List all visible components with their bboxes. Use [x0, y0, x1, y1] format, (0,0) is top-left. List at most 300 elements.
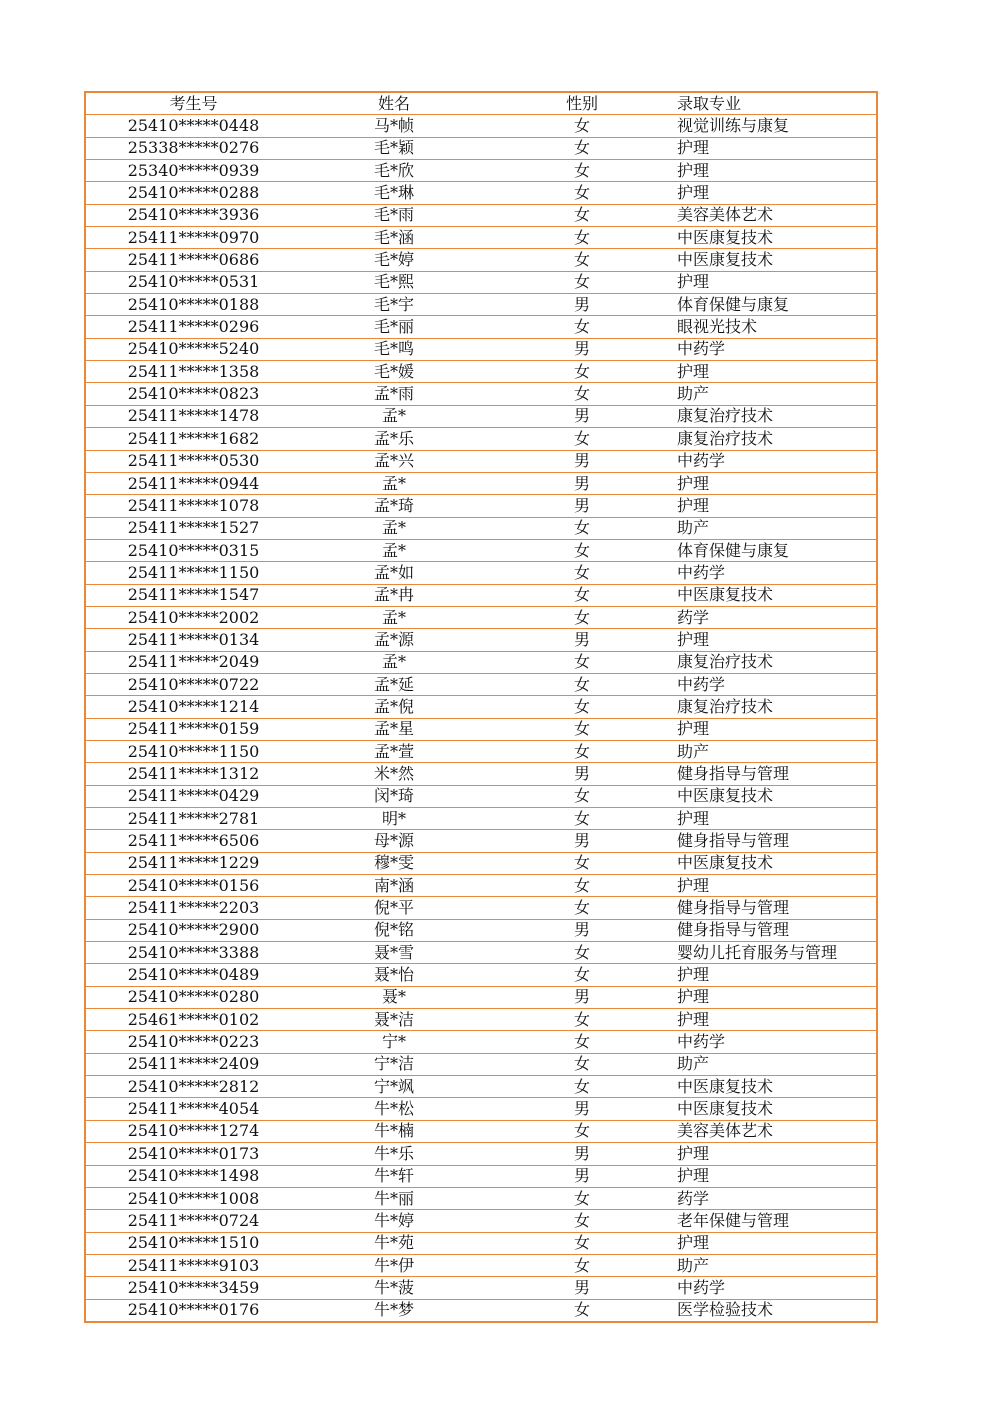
- cell-major-text: 中医康复技术: [677, 1076, 774, 1096]
- cell-major: [677, 964, 877, 986]
- cell-major-text: 健身指导与管理: [677, 920, 790, 940]
- cell-major-text: 中医康复技术: [677, 1099, 774, 1119]
- cell-name: 倪*铭: [301, 919, 487, 941]
- cell-name: 闵*琦: [301, 785, 487, 807]
- cell-exam-number: 25411*****0429: [85, 785, 301, 807]
- cell-gender: 女: [487, 137, 677, 159]
- cell-exam-number: 25411*****1150: [85, 562, 301, 584]
- cell-name: 孟*倪: [301, 696, 487, 718]
- cell-major-text: 中药学: [677, 562, 726, 582]
- cell-major: [677, 1277, 877, 1299]
- table-row: [85, 1009, 877, 1031]
- table-row: [85, 1053, 877, 1075]
- cell-major-text: 康复治疗技术: [677, 406, 774, 426]
- table-row: [85, 763, 877, 785]
- cell-exam-number: 25410*****0823: [85, 383, 301, 405]
- cell-exam-number: 25411*****0724: [85, 1210, 301, 1232]
- cell-major-text: 中药学: [677, 451, 726, 471]
- cell-major: [677, 740, 877, 762]
- cell-name: 牛*轩: [301, 1165, 487, 1187]
- cell-name: 牛*苑: [301, 1232, 487, 1254]
- cell-major-text: 康复治疗技术: [677, 428, 774, 448]
- cell-exam-number: 25411*****0686: [85, 249, 301, 271]
- cell-name: 牛*楠: [301, 1120, 487, 1142]
- cell-major-text: 助产: [677, 741, 710, 761]
- cell-major: [677, 673, 877, 695]
- cell-gender: 女: [487, 182, 677, 204]
- table-row: [85, 361, 877, 383]
- cell-name: 母*源: [301, 830, 487, 852]
- cell-major-text: 健身指导与管理: [677, 763, 790, 783]
- cell-gender: 女: [487, 606, 677, 628]
- cell-gender: 男: [487, 472, 677, 494]
- cell-exam-number: 25410*****1274: [85, 1120, 301, 1142]
- cell-major-text: 护理: [677, 1009, 710, 1029]
- cell-major-text: 护理: [677, 1143, 710, 1163]
- cell-exam-number: 25411*****0970: [85, 227, 301, 249]
- cell-gender: 女: [487, 539, 677, 561]
- cell-major: [677, 1232, 877, 1254]
- cell-major: [677, 942, 877, 964]
- cell-gender: 女: [487, 204, 677, 226]
- table-row: [85, 115, 877, 137]
- table-row: [85, 294, 877, 316]
- cell-gender: 男: [487, 450, 677, 472]
- cell-major: [677, 830, 877, 852]
- cell-gender: 男: [487, 1277, 677, 1299]
- cell-major-text: 护理: [677, 719, 710, 739]
- cell-gender: 女: [487, 316, 677, 338]
- table-row: [85, 182, 877, 204]
- cell-exam-number: 25410*****1008: [85, 1187, 301, 1209]
- cell-name: 毛*鸣: [301, 338, 487, 360]
- cell-exam-number: 25410*****0489: [85, 964, 301, 986]
- cell-exam-number: 25411*****1478: [85, 405, 301, 427]
- table-row: [85, 472, 877, 494]
- header-major: [677, 92, 877, 115]
- header-exam-number: 考生号: [85, 92, 301, 115]
- cell-major: [677, 986, 877, 1008]
- cell-name: 牛*伊: [301, 1254, 487, 1276]
- cell-major-text: 体育保健与康复: [677, 294, 790, 314]
- cell-exam-number: 25410*****2900: [85, 919, 301, 941]
- cell-major: [677, 1076, 877, 1098]
- cell-name: 毛*婷: [301, 249, 487, 271]
- cell-name: 孟*萱: [301, 740, 487, 762]
- cell-exam-number: 25410*****2002: [85, 606, 301, 628]
- admission-table: [84, 91, 878, 1323]
- cell-name: 毛*涵: [301, 227, 487, 249]
- cell-gender: 男: [487, 338, 677, 360]
- table-row: [85, 405, 877, 427]
- cell-major-text: 护理: [677, 138, 710, 158]
- cell-gender: 女: [487, 361, 677, 383]
- table-row: [85, 1299, 877, 1322]
- table-row: [85, 852, 877, 874]
- table-row: [85, 428, 877, 450]
- cell-gender: 女: [487, 964, 677, 986]
- cell-major-text: 中医康复技术: [677, 786, 774, 806]
- cell-major-text: 老年保健与管理: [677, 1210, 790, 1230]
- cell-gender: 女: [487, 1254, 677, 1276]
- table-row: [85, 964, 877, 986]
- cell-major-text: 护理: [677, 361, 710, 381]
- cell-major-text: 护理: [677, 473, 710, 493]
- cell-major-text: 助产: [677, 518, 710, 538]
- table-header: [85, 92, 877, 115]
- cell-major: [677, 785, 877, 807]
- table-row: [85, 1210, 877, 1232]
- cell-exam-number: 25411*****1527: [85, 517, 301, 539]
- cell-exam-number: 25410*****3388: [85, 942, 301, 964]
- cell-major-text: 护理: [677, 629, 710, 649]
- cell-exam-number: 25410*****1498: [85, 1165, 301, 1187]
- table-body: [85, 115, 877, 1322]
- cell-gender: 女: [487, 1053, 677, 1075]
- cell-major-text: 护理: [677, 875, 710, 895]
- cell-name: 马*帧: [301, 115, 487, 137]
- cell-gender: 女: [487, 897, 677, 919]
- cell-major: [677, 1009, 877, 1031]
- table-row: [85, 629, 877, 651]
- cell-gender: 男: [487, 495, 677, 517]
- table-row: [85, 1031, 877, 1053]
- cell-exam-number: 25411*****1358: [85, 361, 301, 383]
- cell-name: 宁*: [301, 1031, 487, 1053]
- table-row: [85, 1098, 877, 1120]
- cell-gender: 女: [487, 562, 677, 584]
- cell-name: 牛*丽: [301, 1187, 487, 1209]
- cell-gender: 女: [487, 1187, 677, 1209]
- cell-exam-number: 25410*****0448: [85, 115, 301, 137]
- cell-exam-number: 25411*****6506: [85, 830, 301, 852]
- cell-major: [677, 1143, 877, 1165]
- cell-gender: 女: [487, 584, 677, 606]
- table-row: [85, 942, 877, 964]
- cell-major: [677, 875, 877, 897]
- cell-major: [677, 808, 877, 830]
- cell-major: [677, 517, 877, 539]
- cell-major: [677, 472, 877, 494]
- table-row: [85, 249, 877, 271]
- cell-gender: 女: [487, 942, 677, 964]
- cell-gender: 女: [487, 383, 677, 405]
- cell-exam-number: 25410*****5240: [85, 338, 301, 360]
- table-row: [85, 227, 877, 249]
- cell-major: [677, 696, 877, 718]
- cell-gender: 女: [487, 271, 677, 293]
- table-row: [85, 651, 877, 673]
- cell-name: 聂*怡: [301, 964, 487, 986]
- cell-major-text: 中药学: [677, 1032, 726, 1052]
- cell-gender: 男: [487, 1098, 677, 1120]
- cell-major-text: 中医康复技术: [677, 853, 774, 873]
- table-row: [85, 785, 877, 807]
- cell-major: [677, 182, 877, 204]
- cell-major: [677, 562, 877, 584]
- cell-exam-number: 25410*****0531: [85, 271, 301, 293]
- cell-exam-number: 25410*****0315: [85, 539, 301, 561]
- cell-exam-number: 25411*****9103: [85, 1254, 301, 1276]
- cell-gender: 女: [487, 875, 677, 897]
- cell-name: 明*: [301, 808, 487, 830]
- cell-name: 孟*: [301, 606, 487, 628]
- cell-exam-number: 25411*****1229: [85, 852, 301, 874]
- cell-exam-number: 25411*****1682: [85, 428, 301, 450]
- cell-exam-number: 25411*****2781: [85, 808, 301, 830]
- cell-gender: 女: [487, 1076, 677, 1098]
- cell-exam-number: 25410*****1214: [85, 696, 301, 718]
- cell-name: 孟*源: [301, 629, 487, 651]
- header-row: [85, 92, 877, 115]
- cell-major: [677, 428, 877, 450]
- cell-name: 毛*媛: [301, 361, 487, 383]
- cell-name: 聂*雪: [301, 942, 487, 964]
- cell-major-text: 眼视光技术: [677, 317, 758, 337]
- cell-exam-number: 25411*****1312: [85, 763, 301, 785]
- cell-major: [677, 227, 877, 249]
- cell-exam-number: 25410*****1510: [85, 1232, 301, 1254]
- cell-major-text: 中医康复技术: [677, 250, 774, 270]
- cell-major: [677, 539, 877, 561]
- cell-major: [677, 383, 877, 405]
- cell-gender: 女: [487, 808, 677, 830]
- cell-gender: 女: [487, 740, 677, 762]
- cell-name: 孟*: [301, 651, 487, 673]
- cell-gender: 女: [487, 696, 677, 718]
- cell-major-text: 中药学: [677, 339, 726, 359]
- cell-name: 牛*乐: [301, 1143, 487, 1165]
- cell-gender: 男: [487, 1143, 677, 1165]
- cell-major-text: 康复治疗技术: [677, 652, 774, 672]
- cell-major-text: 助产: [677, 384, 710, 404]
- cell-name: 毛*欣: [301, 160, 487, 182]
- cell-major: [677, 1299, 877, 1322]
- cell-major-text: 视觉训练与康复: [677, 116, 790, 136]
- cell-exam-number: 25410*****0188: [85, 294, 301, 316]
- cell-major: [677, 1031, 877, 1053]
- cell-major: [677, 405, 877, 427]
- cell-gender: 男: [487, 1165, 677, 1187]
- cell-gender: 男: [487, 986, 677, 1008]
- cell-gender: 女: [487, 1120, 677, 1142]
- cell-major-text: 护理: [677, 160, 710, 180]
- cell-name: 南*涵: [301, 875, 487, 897]
- header-gender: 性别: [487, 92, 677, 115]
- cell-major-text: 体育保健与康复: [677, 540, 790, 560]
- cell-major-text: 护理: [677, 272, 710, 292]
- table-row: [85, 1232, 877, 1254]
- table-row: [85, 160, 877, 182]
- cell-name: 孟*冉: [301, 584, 487, 606]
- cell-major-text: 中医康复技术: [677, 585, 774, 605]
- cell-major-text: 药学: [677, 1188, 710, 1208]
- cell-exam-number: 25411*****1078: [85, 495, 301, 517]
- cell-major: [677, 1120, 877, 1142]
- cell-name: 孟*: [301, 539, 487, 561]
- cell-gender: 女: [487, 227, 677, 249]
- cell-name: 毛*琳: [301, 182, 487, 204]
- cell-major: [677, 897, 877, 919]
- cell-major: [677, 450, 877, 472]
- cell-major: [677, 1098, 877, 1120]
- cell-name: 牛*松: [301, 1098, 487, 1120]
- cell-exam-number: 25411*****0159: [85, 718, 301, 740]
- cell-name: 穆*雯: [301, 852, 487, 874]
- table-row: [85, 1143, 877, 1165]
- table-row: [85, 673, 877, 695]
- cell-name: 牛*菠: [301, 1277, 487, 1299]
- cell-name: 毛*熙: [301, 271, 487, 293]
- table-row: [85, 606, 877, 628]
- table-row: [85, 986, 877, 1008]
- cell-gender: 男: [487, 919, 677, 941]
- table-row: [85, 316, 877, 338]
- cell-major-text: 护理: [677, 1166, 710, 1186]
- cell-major: [677, 1254, 877, 1276]
- cell-name: 孟*: [301, 405, 487, 427]
- table-row: [85, 539, 877, 561]
- cell-exam-number: 25410*****0156: [85, 875, 301, 897]
- cell-gender: 女: [487, 673, 677, 695]
- cell-exam-number: 25411*****1547: [85, 584, 301, 606]
- cell-major: [677, 160, 877, 182]
- table-row: [85, 830, 877, 852]
- cell-exam-number: 25411*****4054: [85, 1098, 301, 1120]
- cell-name: 孟*如: [301, 562, 487, 584]
- table-row: [85, 271, 877, 293]
- cell-exam-number: 25410*****0223: [85, 1031, 301, 1053]
- cell-exam-number: 25410*****2812: [85, 1076, 301, 1098]
- cell-exam-number: 25338*****0276: [85, 137, 301, 159]
- table-row: [85, 875, 877, 897]
- cell-major-text: 康复治疗技术: [677, 696, 774, 716]
- table-row: [85, 740, 877, 762]
- cell-major-text: 健身指导与管理: [677, 831, 790, 851]
- table-row: [85, 1076, 877, 1098]
- cell-name: 毛*宇: [301, 294, 487, 316]
- cell-major: [677, 137, 877, 159]
- table-row: [85, 1165, 877, 1187]
- cell-name: 孟*星: [301, 718, 487, 740]
- cell-exam-number: 25411*****2409: [85, 1053, 301, 1075]
- cell-major: [677, 606, 877, 628]
- cell-exam-number: 25410*****1150: [85, 740, 301, 762]
- cell-gender: 女: [487, 1031, 677, 1053]
- cell-gender: 女: [487, 160, 677, 182]
- cell-major: [677, 338, 877, 360]
- cell-major: [677, 361, 877, 383]
- cell-name: 孟*乐: [301, 428, 487, 450]
- cell-major-text: 护理: [677, 965, 710, 985]
- cell-exam-number: 25410*****3936: [85, 204, 301, 226]
- cell-major-text: 助产: [677, 1054, 710, 1074]
- cell-major: [677, 919, 877, 941]
- cell-major-text: 中医康复技术: [677, 227, 774, 247]
- cell-major: [677, 204, 877, 226]
- cell-gender: 女: [487, 428, 677, 450]
- cell-exam-number: 25411*****0944: [85, 472, 301, 494]
- cell-major: [677, 495, 877, 517]
- header-major-text: 录取专业: [677, 93, 742, 113]
- header-name: 姓名: [301, 92, 487, 115]
- cell-exam-number: 25411*****0296: [85, 316, 301, 338]
- cell-exam-number: 25410*****0173: [85, 1143, 301, 1165]
- table-row: [85, 204, 877, 226]
- cell-gender: 女: [487, 1299, 677, 1322]
- cell-gender: 女: [487, 785, 677, 807]
- cell-gender: 女: [487, 1232, 677, 1254]
- cell-exam-number: 25410*****0280: [85, 986, 301, 1008]
- cell-major: [677, 271, 877, 293]
- table-row: [85, 919, 877, 941]
- cell-major-text: 医学检验技术: [677, 1300, 774, 1320]
- cell-name: 孟*兴: [301, 450, 487, 472]
- cell-major: [677, 584, 877, 606]
- cell-major: [677, 651, 877, 673]
- cell-gender: 女: [487, 718, 677, 740]
- cell-name: 毛*颖: [301, 137, 487, 159]
- cell-major-text: 中药学: [677, 1277, 726, 1297]
- table-row: [85, 450, 877, 472]
- cell-major: [677, 294, 877, 316]
- cell-gender: 女: [487, 651, 677, 673]
- cell-name: 孟*雨: [301, 383, 487, 405]
- cell-exam-number: 25410*****3459: [85, 1277, 301, 1299]
- table-row: [85, 696, 877, 718]
- cell-exam-number: 25411*****0134: [85, 629, 301, 651]
- cell-name: 孟*: [301, 472, 487, 494]
- cell-gender: 女: [487, 1009, 677, 1031]
- cell-major-text: 美容美体艺术: [677, 1121, 774, 1141]
- cell-major: [677, 718, 877, 740]
- cell-major-text: 美容美体艺术: [677, 205, 774, 225]
- cell-exam-number: 25411*****2049: [85, 651, 301, 673]
- cell-gender: 女: [487, 1210, 677, 1232]
- cell-major: [677, 249, 877, 271]
- table-row: [85, 383, 877, 405]
- cell-gender: 女: [487, 852, 677, 874]
- cell-major: [677, 1210, 877, 1232]
- cell-major-text: 药学: [677, 607, 710, 627]
- cell-gender: 女: [487, 517, 677, 539]
- cell-major-text: 中药学: [677, 674, 726, 694]
- cell-gender: 女: [487, 115, 677, 137]
- cell-name: 宁*飒: [301, 1076, 487, 1098]
- table-row: [85, 897, 877, 919]
- table-row: [85, 562, 877, 584]
- cell-major-text: 助产: [677, 1255, 710, 1275]
- table-row: [85, 495, 877, 517]
- cell-major: [677, 1165, 877, 1187]
- cell-gender: 男: [487, 830, 677, 852]
- cell-major-text: 护理: [677, 495, 710, 515]
- cell-major-text: 护理: [677, 987, 710, 1007]
- cell-major: [677, 1187, 877, 1209]
- cell-major: [677, 629, 877, 651]
- cell-name: 毛*雨: [301, 204, 487, 226]
- table-row: [85, 517, 877, 539]
- table-row: [85, 1277, 877, 1299]
- cell-gender: 男: [487, 405, 677, 427]
- table-row: [85, 137, 877, 159]
- cell-name: 牛*梦: [301, 1299, 487, 1322]
- cell-exam-number: 25410*****0288: [85, 182, 301, 204]
- cell-name: 孟*: [301, 517, 487, 539]
- cell-name: 聂*: [301, 986, 487, 1008]
- cell-major: [677, 316, 877, 338]
- cell-major: [677, 852, 877, 874]
